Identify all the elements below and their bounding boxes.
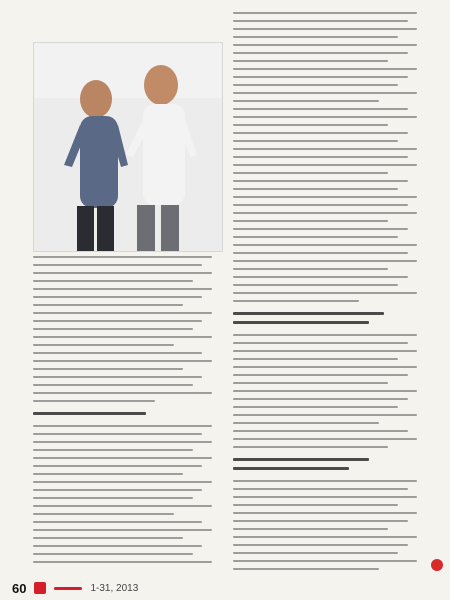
- right-column-question: [233, 312, 427, 324]
- right-article-column: [233, 12, 427, 576]
- page-number: 60: [12, 580, 27, 596]
- article-photo: [33, 42, 223, 252]
- brand-mark-icon: [34, 582, 46, 594]
- left-column-question: [33, 412, 221, 415]
- article-photo-illustration: [34, 43, 222, 251]
- right-column-question: [233, 458, 427, 470]
- left-article-column: [33, 256, 221, 576]
- page-footer: [12, 580, 438, 596]
- corner-badge-icon: [431, 559, 443, 571]
- brand-rule: [54, 587, 82, 590]
- issue-date: 1-31, 2013: [90, 582, 139, 594]
